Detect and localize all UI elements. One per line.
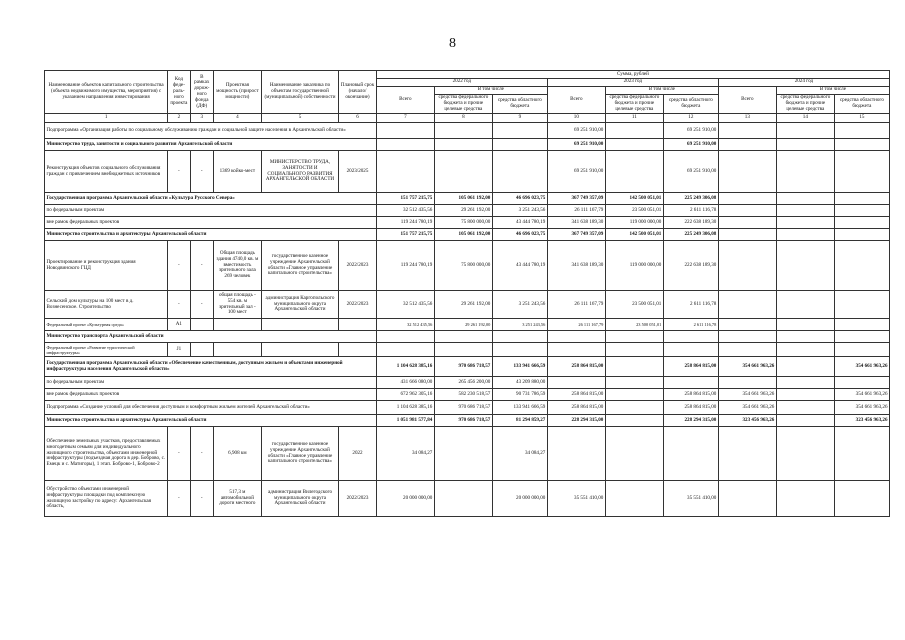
amount-cell <box>834 291 889 319</box>
row-label: Обеспечение земельных участков, предоставляемых многодетным семьям для индивидуального жилищного строительства, объектами инженерной инфраструктуры (подъездная дорога в дер. Боброво, с. Емецк и с. Матигоры), 1 этап. Боброво-1, Боброво-2 <box>45 427 168 481</box>
road-fund-cell: - <box>190 481 213 517</box>
row-label: Федеральный проект «Культурная среда» <box>45 319 168 331</box>
header-fed-funds: средства федерального бюджета и прочие целевые средства <box>434 94 492 114</box>
amount-cell <box>605 343 663 357</box>
header-customer: Наименование заказчика по объектам государственной (муниципальной) собственности <box>261 71 338 114</box>
amount-cell: 258 864 815,00 <box>663 389 718 401</box>
amount-cell: 81 294 859,27 <box>492 415 547 427</box>
capacity-cell <box>213 319 261 331</box>
amount-cell: 354 661 963,26 <box>718 389 776 401</box>
row-label: по федеральным проектам <box>45 205 377 217</box>
amount-cell: 119 244 780,19 <box>376 241 434 291</box>
customer-cell: МИНИСТЕРСТВО ТРУДА, ЗАНЯТОСТИ И СОЦИАЛЬНОГО РАЗВИТИЯ АРХАНГЕЛЬСКОЙ ОБЛАСТИ <box>261 151 338 193</box>
amount-cell: 119 000 000,00 <box>605 217 663 229</box>
amount-cell <box>776 389 834 401</box>
amount-cell: 2 611 116,78 <box>663 291 718 319</box>
amount-cell <box>492 139 547 151</box>
road-fund-cell: - <box>190 427 213 481</box>
amount-cell: 35 551 410,00 <box>663 481 718 517</box>
amount-cell <box>434 427 492 481</box>
row-label: Государственная программа Архангельской области «Культура Русского Севера» <box>45 193 377 205</box>
table-row <box>45 401 890 415</box>
col-number: 2 <box>168 114 190 123</box>
header-fed-funds: средства федерального бюджета и прочие целевые средства <box>605 94 663 114</box>
amount-cell <box>776 427 834 481</box>
amount-cell <box>605 357 663 377</box>
customer-cell: администрация Каргопольского муниципального округа Архангельской области <box>261 291 338 319</box>
amount-cell: 20 000 000,00 <box>376 481 434 517</box>
amount-cell <box>434 123 492 139</box>
amount-cell <box>776 291 834 319</box>
amount-cell: 90 731 786,59 <box>492 389 547 401</box>
row-label: Федеральный проект «Развитие туристической инфраструктуры» <box>45 343 168 357</box>
amount-cell <box>663 331 718 343</box>
amount-cell: 265 456 200,00 <box>434 377 492 389</box>
amount-cell: 228 294 315,00 <box>663 415 718 427</box>
amount-cell <box>834 377 889 389</box>
customer-cell: государственное казенное учреждение Архангельской области «Главное управление капитального строительства» <box>261 241 338 291</box>
row-label: Реконструкция объектов социального обслуживания граждан с привлечением внебюджетных источников <box>45 151 168 193</box>
table-row <box>45 343 890 357</box>
fed-code-cell: - <box>168 481 190 517</box>
amount-cell: 105 061 192,00 <box>434 229 492 241</box>
header-fed-funds: средства федерального бюджета и прочие целевые средства <box>776 94 834 114</box>
amount-cell <box>776 401 834 415</box>
financing-table <box>44 70 890 517</box>
col-number: 4 <box>213 114 261 123</box>
amount-cell <box>834 229 889 241</box>
amount-cell <box>547 427 605 481</box>
amount-cell: 258 864 815,00 <box>547 401 605 415</box>
col-number: 13 <box>718 114 776 123</box>
amount-cell <box>434 139 492 151</box>
amount-cell: 431 666 080,00 <box>376 377 434 389</box>
amount-cell <box>663 377 718 389</box>
amount-cell <box>834 331 889 343</box>
col-number: 9 <box>492 114 547 123</box>
amount-cell: 26 111 167,79 <box>547 291 605 319</box>
amount-cell: 354 661 963,26 <box>718 357 776 377</box>
col-number: 1 <box>45 114 168 123</box>
amount-cell <box>663 343 718 357</box>
amount-cell: 69 251 910,00 <box>663 151 718 193</box>
fed-code-cell: J1 <box>168 343 190 357</box>
amount-cell <box>718 241 776 291</box>
table-row <box>45 357 890 377</box>
col-number: 11 <box>605 114 663 123</box>
amount-cell: 119 000 000,00 <box>605 241 663 291</box>
fed-code-cell: - <box>168 427 190 481</box>
amount-cell: 367 749 357,09 <box>547 229 605 241</box>
amount-cell <box>605 331 663 343</box>
amount-cell: 354 661 963,26 <box>834 389 889 401</box>
header-year-2022: 2022 год <box>376 78 547 86</box>
amount-cell <box>834 217 889 229</box>
amount-cell: 133 941 666,59 <box>492 357 547 377</box>
amount-cell: 142 500 051,01 <box>605 193 663 205</box>
amount-cell <box>718 139 776 151</box>
term-cell: 2023/2025 <box>339 151 377 193</box>
amount-cell <box>434 151 492 193</box>
amount-cell: 26 111 167,79 <box>547 205 605 217</box>
amount-cell <box>376 151 434 193</box>
term-cell: 2022/2023 <box>339 291 377 319</box>
amount-cell: 323 456 963,26 <box>718 415 776 427</box>
header-incl: В том числе <box>605 86 718 94</box>
amount-cell <box>776 139 834 151</box>
col-number: 8 <box>434 114 492 123</box>
header-capacity: Проектная мощность (прирост мощности) <box>213 71 261 114</box>
amount-cell: 1 104 628 385,16 <box>376 357 434 377</box>
amount-cell <box>776 123 834 139</box>
customer-cell <box>261 343 338 357</box>
amount-cell: 228 294 315,00 <box>547 415 605 427</box>
amount-cell: 69 251 910,00 <box>547 151 605 193</box>
amount-cell <box>605 389 663 401</box>
table-row <box>45 241 890 291</box>
capacity-cell: общая площадь - 554 кв. м зрительный зал - 100 мест <box>213 291 261 319</box>
amount-cell: 341 638 189,30 <box>547 217 605 229</box>
amount-cell <box>718 193 776 205</box>
amount-cell: 32 512 435,56 <box>376 205 434 217</box>
amount-cell <box>834 123 889 139</box>
row-label: Подпрограмма «Организация работы по социальному обслуживанию граждан и социальной защите населения в Архангельской области» <box>45 123 377 139</box>
amount-cell: 2 611 116,78 <box>663 319 718 331</box>
row-label: Министерство строительства и архитектуры Архангельской области <box>45 229 377 241</box>
fed-code-cell: A1 <box>168 319 190 331</box>
table-row <box>45 151 890 193</box>
term-cell <box>339 343 377 357</box>
amount-cell: 23 500 051,01 <box>605 205 663 217</box>
amount-cell: 34 084,27 <box>376 427 434 481</box>
amount-cell: 225 249 306,08 <box>663 193 718 205</box>
amount-cell <box>776 229 834 241</box>
table-row <box>45 427 890 481</box>
table-row <box>45 123 890 139</box>
amount-cell <box>718 377 776 389</box>
amount-cell <box>605 377 663 389</box>
amount-cell: 151 757 215,75 <box>376 229 434 241</box>
amount-cell <box>718 343 776 357</box>
amount-cell: 26 111 167,79 <box>547 319 605 331</box>
capacity-cell: 517,3 м автомобильной дороги местного <box>213 481 261 517</box>
fed-code-cell: - <box>168 151 190 193</box>
amount-cell: 69 251 910,00 <box>547 139 605 151</box>
col-number: 7 <box>376 114 434 123</box>
amount-cell: 119 244 780,19 <box>376 217 434 229</box>
table-row <box>45 193 890 205</box>
amount-cell <box>834 481 889 517</box>
header-reg-funds: средства областного бюджета <box>834 94 889 114</box>
amount-cell: 46 696 023,75 <box>492 229 547 241</box>
amount-cell <box>776 319 834 331</box>
amount-cell: 3 251 243,56 <box>492 205 547 217</box>
table-row <box>45 319 890 331</box>
term-cell: 2022 <box>339 427 377 481</box>
amount-cell <box>718 427 776 481</box>
header-incl: В том числе <box>434 86 547 94</box>
amount-cell: 20 000 000,00 <box>492 481 547 517</box>
table-row <box>45 229 890 241</box>
page-number: 8 <box>449 36 456 51</box>
amount-cell <box>547 343 605 357</box>
amount-cell: 34 084,27 <box>492 427 547 481</box>
amount-cell <box>718 217 776 229</box>
amount-cell: 35 551 410,00 <box>547 481 605 517</box>
row-label: вне рамок федеральных проектов <box>45 389 377 401</box>
amount-cell: 1 051 981 577,84 <box>376 415 434 427</box>
amount-cell: 222 638 189,30 <box>663 217 718 229</box>
amount-cell <box>492 343 547 357</box>
header-total: Всего <box>718 86 776 113</box>
amount-cell: 32 512 435,56 <box>376 291 434 319</box>
amount-cell: 69 251 910,00 <box>663 123 718 139</box>
amount-cell: 2 611 116,78 <box>663 205 718 217</box>
header-year-2024: 2024 год <box>718 78 889 86</box>
amount-cell <box>605 481 663 517</box>
road-fund-cell: - <box>190 151 213 193</box>
amount-cell <box>834 343 889 357</box>
col-number: 12 <box>663 114 718 123</box>
col-number: 15 <box>834 114 889 123</box>
amount-cell: 222 638 189,30 <box>663 241 718 291</box>
amount-cell <box>718 205 776 217</box>
amount-cell <box>776 193 834 205</box>
col-number: 5 <box>261 114 338 123</box>
table-row <box>45 481 890 517</box>
amount-cell <box>663 427 718 481</box>
amount-cell: 258 864 815,00 <box>663 357 718 377</box>
header-total: Всего <box>547 86 605 113</box>
amount-cell: 142 500 051,01 <box>605 229 663 241</box>
capacity-cell <box>213 343 261 357</box>
amount-cell <box>376 123 434 139</box>
row-label: Проектирование и реконструкция здания Новодвинского ГЦД <box>45 241 168 291</box>
amount-cell <box>492 331 547 343</box>
capacity-cell: 6,908 км <box>213 427 261 481</box>
amount-cell <box>718 481 776 517</box>
amount-cell <box>834 205 889 217</box>
amount-cell: 46 696 023,75 <box>492 193 547 205</box>
road-fund-cell <box>190 343 213 357</box>
amount-cell: 258 864 815,00 <box>663 401 718 415</box>
amount-cell: 105 061 192,00 <box>434 193 492 205</box>
amount-cell: 151 757 215,75 <box>376 193 434 205</box>
header-sum: Сумма, рублей <box>376 71 889 79</box>
amount-cell <box>492 151 547 193</box>
amount-cell: 672 962 305,16 <box>376 389 434 401</box>
amount-cell <box>718 151 776 193</box>
amount-cell <box>376 331 434 343</box>
amount-cell: 23 500 051,01 <box>605 291 663 319</box>
road-fund-cell: - <box>190 291 213 319</box>
term-cell: 2022/2023 <box>339 481 377 517</box>
amount-cell: 367 749 357,09 <box>547 193 605 205</box>
amount-cell: 354 661 963,26 <box>834 357 889 377</box>
amount-cell <box>776 331 834 343</box>
fed-code-cell: - <box>168 241 190 291</box>
table-row <box>45 415 890 427</box>
amount-cell: 970 686 718,57 <box>434 401 492 415</box>
table-row <box>45 205 890 217</box>
term-cell <box>339 319 377 331</box>
col-number: 10 <box>547 114 605 123</box>
amount-cell: 29 261 192,00 <box>434 205 492 217</box>
amount-cell: 69 251 910,00 <box>663 139 718 151</box>
amount-cell <box>547 331 605 343</box>
table-row <box>45 217 890 229</box>
amount-cell <box>605 415 663 427</box>
header-name: Наименование объектов капитального строительства (объекта недвижимого имущества, мероприятия) с указанием направления инвестирования <box>45 71 168 114</box>
customer-cell <box>261 319 338 331</box>
fed-code-cell: - <box>168 291 190 319</box>
header-reg-funds: средства областного бюджета <box>663 94 718 114</box>
table-row <box>45 139 890 151</box>
amount-cell: 341 638 189,30 <box>547 241 605 291</box>
amount-cell: 970 686 718,57 <box>434 357 492 377</box>
col-number: 3 <box>190 114 213 123</box>
amount-cell <box>776 241 834 291</box>
amount-cell <box>776 481 834 517</box>
amount-cell <box>718 123 776 139</box>
amount-cell <box>605 427 663 481</box>
amount-cell: 3 251 243,56 <box>492 291 547 319</box>
row-label: Министерство строительства и архитектуры Архангельской области <box>45 415 377 427</box>
amount-cell: 29 261 192,00 <box>434 319 492 331</box>
amount-cell <box>376 343 434 357</box>
amount-cell <box>605 401 663 415</box>
amount-cell: 29 261 192,00 <box>434 291 492 319</box>
amount-cell <box>718 291 776 319</box>
amount-cell <box>776 357 834 377</box>
amount-cell <box>834 139 889 151</box>
amount-cell <box>605 151 663 193</box>
row-label: Сельский дом культуры на 100 мест в д. Вознесенское. Строительство <box>45 291 168 319</box>
row-label: Министерство труда, занятости и социального развития Архангельской области <box>45 139 377 151</box>
amount-cell: 258 864 815,00 <box>547 389 605 401</box>
amount-cell: 3 251 243,56 <box>492 319 547 331</box>
amount-cell <box>776 205 834 217</box>
amount-cell: 970 686 718,57 <box>434 415 492 427</box>
amount-cell: 582 230 518,57 <box>434 389 492 401</box>
customer-cell: государственное казенное учреждение Архангельской области «Главное управление капитального строительства» <box>261 427 338 481</box>
amount-cell <box>718 331 776 343</box>
amount-cell <box>834 241 889 291</box>
table-row <box>45 331 890 343</box>
amount-cell: 354 661 963,26 <box>718 401 776 415</box>
amount-cell <box>776 343 834 357</box>
amount-cell: 43 209 880,00 <box>492 377 547 389</box>
row-label: Государственная программа Архангельской области «Обеспечение качественным, доступным жильем и объектами инженерной инфраструктуры населения Архангельской области» <box>45 357 377 377</box>
header-fed-code: Код феде-раль-ного проекта <box>168 71 190 114</box>
row-label: Подпрограмма «Создание условий для обеспечения доступным и комфортным жильем жителей Архангельской области» <box>45 401 377 415</box>
customer-cell: администрация Вилегодского муниципального округа Архангельской области <box>261 481 338 517</box>
amount-cell <box>776 151 834 193</box>
amount-cell: 225 249 306,08 <box>663 229 718 241</box>
header-term: Плановый срок (начало/ окончание) <box>339 71 377 114</box>
header-incl: В том числе <box>776 86 889 94</box>
capacity-cell: 1369 койко-мест <box>213 151 261 193</box>
col-number: 6 <box>339 114 377 123</box>
row-label: Министерство транспорта Архангельской области <box>45 331 377 343</box>
road-fund-cell: - <box>190 241 213 291</box>
amount-cell: 43 444 780,19 <box>492 217 547 229</box>
amount-cell: 133 941 666,59 <box>492 401 547 415</box>
amount-cell: 323 456 963,26 <box>834 415 889 427</box>
amount-cell <box>718 319 776 331</box>
amount-cell <box>834 319 889 331</box>
amount-cell <box>776 377 834 389</box>
amount-cell <box>834 151 889 193</box>
amount-cell <box>492 123 547 139</box>
amount-cell <box>434 343 492 357</box>
capacity-cell: Общая площадь здания 4740,0 кв. м вместимость зрительного зала 269 человек <box>213 241 261 291</box>
header-reg-funds: средства областного бюджета <box>492 94 547 114</box>
amount-cell: 43 444 780,19 <box>492 241 547 291</box>
amount-cell: 75 800 000,00 <box>434 217 492 229</box>
row-label: вне рамок федеральных проектов <box>45 217 377 229</box>
amount-cell: 69 251 910,00 <box>547 123 605 139</box>
amount-cell <box>776 415 834 427</box>
amount-cell <box>376 139 434 151</box>
amount-cell: 258 864 815,00 <box>547 357 605 377</box>
header-total: Всего <box>376 86 434 113</box>
amount-cell: 354 661 963,26 <box>834 401 889 415</box>
amount-cell: 32 512 435,56 <box>376 319 434 331</box>
table-row <box>45 377 890 389</box>
table-row <box>45 389 890 401</box>
amount-cell <box>776 217 834 229</box>
row-label: Обустройство объектами инженерной инфраструктуры площадки под комплексную жилищную застройку по адресу: Архангельская область, <box>45 481 168 517</box>
amount-cell <box>718 229 776 241</box>
header-road-fund: В рамках дорож-ного фонда (ДФ) <box>190 71 213 114</box>
amount-cell: 1 104 628 385,16 <box>376 401 434 415</box>
road-fund-cell <box>190 319 213 331</box>
amount-cell <box>547 377 605 389</box>
col-number: 14 <box>776 114 834 123</box>
row-label: по федеральным проектам <box>45 377 377 389</box>
term-cell: 2022/2023 <box>339 241 377 291</box>
amount-cell <box>834 193 889 205</box>
table-row <box>45 291 890 319</box>
amount-cell: 75 800 000,00 <box>434 241 492 291</box>
amount-cell <box>605 139 663 151</box>
amount-cell <box>434 331 492 343</box>
header-year-2023: 2023 год <box>547 78 718 86</box>
amount-cell: 23 500 051,01 <box>605 319 663 331</box>
amount-cell <box>834 427 889 481</box>
amount-cell <box>434 481 492 517</box>
amount-cell <box>605 123 663 139</box>
